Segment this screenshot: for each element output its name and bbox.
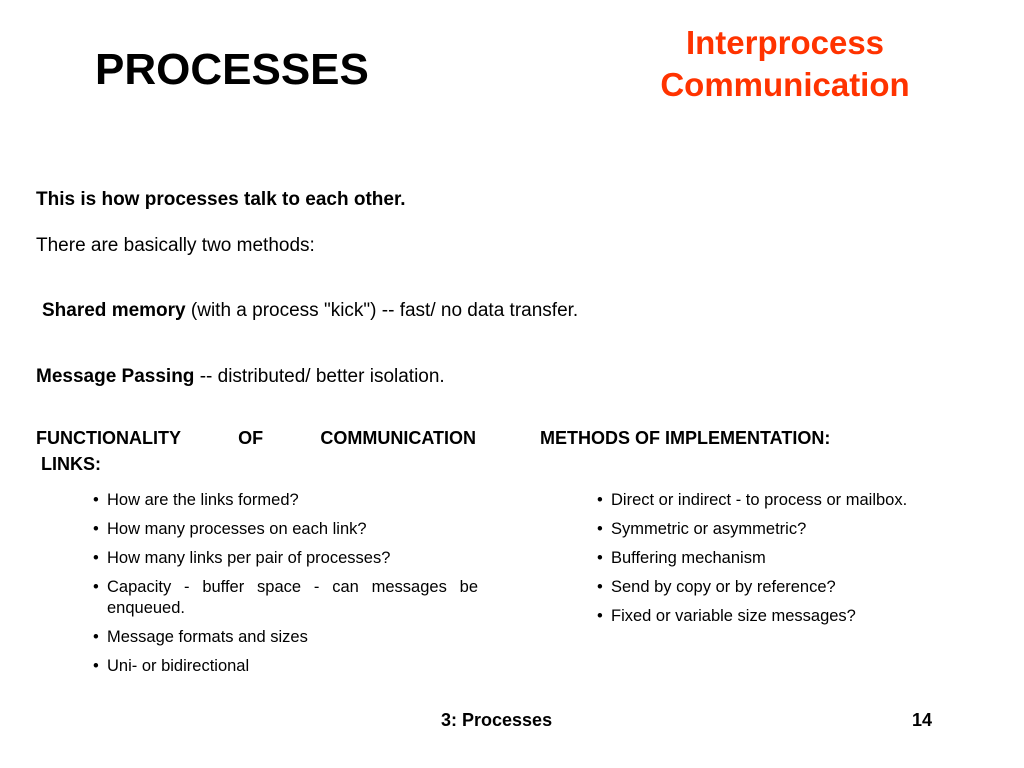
list-item-text: Capacity - buffer space - can messages be enqueued. <box>107 578 478 617</box>
bullet-icon: • <box>93 657 99 675</box>
list-item-text: How are the links formed? <box>107 491 299 509</box>
list-item <box>597 577 997 598</box>
list-item <box>597 548 997 569</box>
functionality-list <box>93 490 478 685</box>
list-item-text: Fixed or variable size messages? <box>611 607 856 625</box>
list-item-text: Direct or indirect - to process or mailbox. <box>611 491 908 509</box>
slide-title: PROCESSES <box>95 45 369 94</box>
list-item-text: Send by copy or by reference? <box>611 578 836 596</box>
slide-subtitle <box>610 22 960 106</box>
functionality-heading-word: FUNCTIONALITY <box>36 428 181 448</box>
functionality-heading-word: OF <box>238 428 264 448</box>
method-shared-memory <box>42 298 578 324</box>
list-item-text: How many processes on each link? <box>107 520 367 538</box>
bullet-icon: • <box>93 491 99 509</box>
list-item-text: Symmetric or asymmetric? <box>611 520 807 538</box>
list-item-text: Buffering mechanism <box>611 549 766 567</box>
method-message-passing <box>36 364 445 390</box>
list-item <box>93 577 478 619</box>
bullet-icon: • <box>597 491 603 509</box>
subtitle-line-2: Communication <box>660 66 910 103</box>
bullet-icon: • <box>93 578 99 596</box>
intro-methods-line: There are basically two methods: <box>36 235 315 256</box>
functionality-heading-line-2: LINKS: <box>41 454 101 474</box>
list-item <box>93 627 478 648</box>
functionality-heading-word: COMMUNICATION <box>320 428 476 448</box>
subtitle-line-1: Interprocess <box>685 24 885 61</box>
method-shared-memory-name: Shared memory <box>42 300 186 321</box>
bullet-icon: • <box>597 578 603 596</box>
list-item <box>93 548 478 569</box>
bullet-icon: • <box>93 628 99 646</box>
implementation-list <box>597 490 997 635</box>
method-message-passing-name: Message Passing <box>36 366 195 387</box>
list-item-text: How many links per pair of processes? <box>107 549 391 567</box>
list-item <box>93 656 478 677</box>
method-message-passing-desc: -- distributed/ better isolation. <box>194 366 445 387</box>
footer-section-title: 3: Processes <box>441 710 553 730</box>
bullet-icon: • <box>93 520 99 538</box>
list-item <box>597 606 997 627</box>
bullet-icon: • <box>597 607 603 625</box>
list-item <box>597 490 997 511</box>
list-item-text: Message formats and sizes <box>107 628 308 646</box>
bullet-icon: • <box>597 520 603 538</box>
list-item <box>93 490 478 511</box>
list-item <box>93 519 478 540</box>
footer-page-number: 14 <box>912 710 933 730</box>
list-item-text: Uni- or bidirectional <box>107 657 250 675</box>
bullet-icon: • <box>93 549 99 567</box>
intro-statement: This is how processes talk to each other. <box>36 189 406 210</box>
list-item <box>597 519 997 540</box>
bullet-icon: • <box>597 549 603 567</box>
implementation-heading: METHODS OF IMPLEMENTATION: <box>540 428 831 448</box>
method-shared-memory-desc: (with a process "kick") -- fast/ no data transfer. <box>185 300 579 321</box>
functionality-heading <box>36 425 476 477</box>
